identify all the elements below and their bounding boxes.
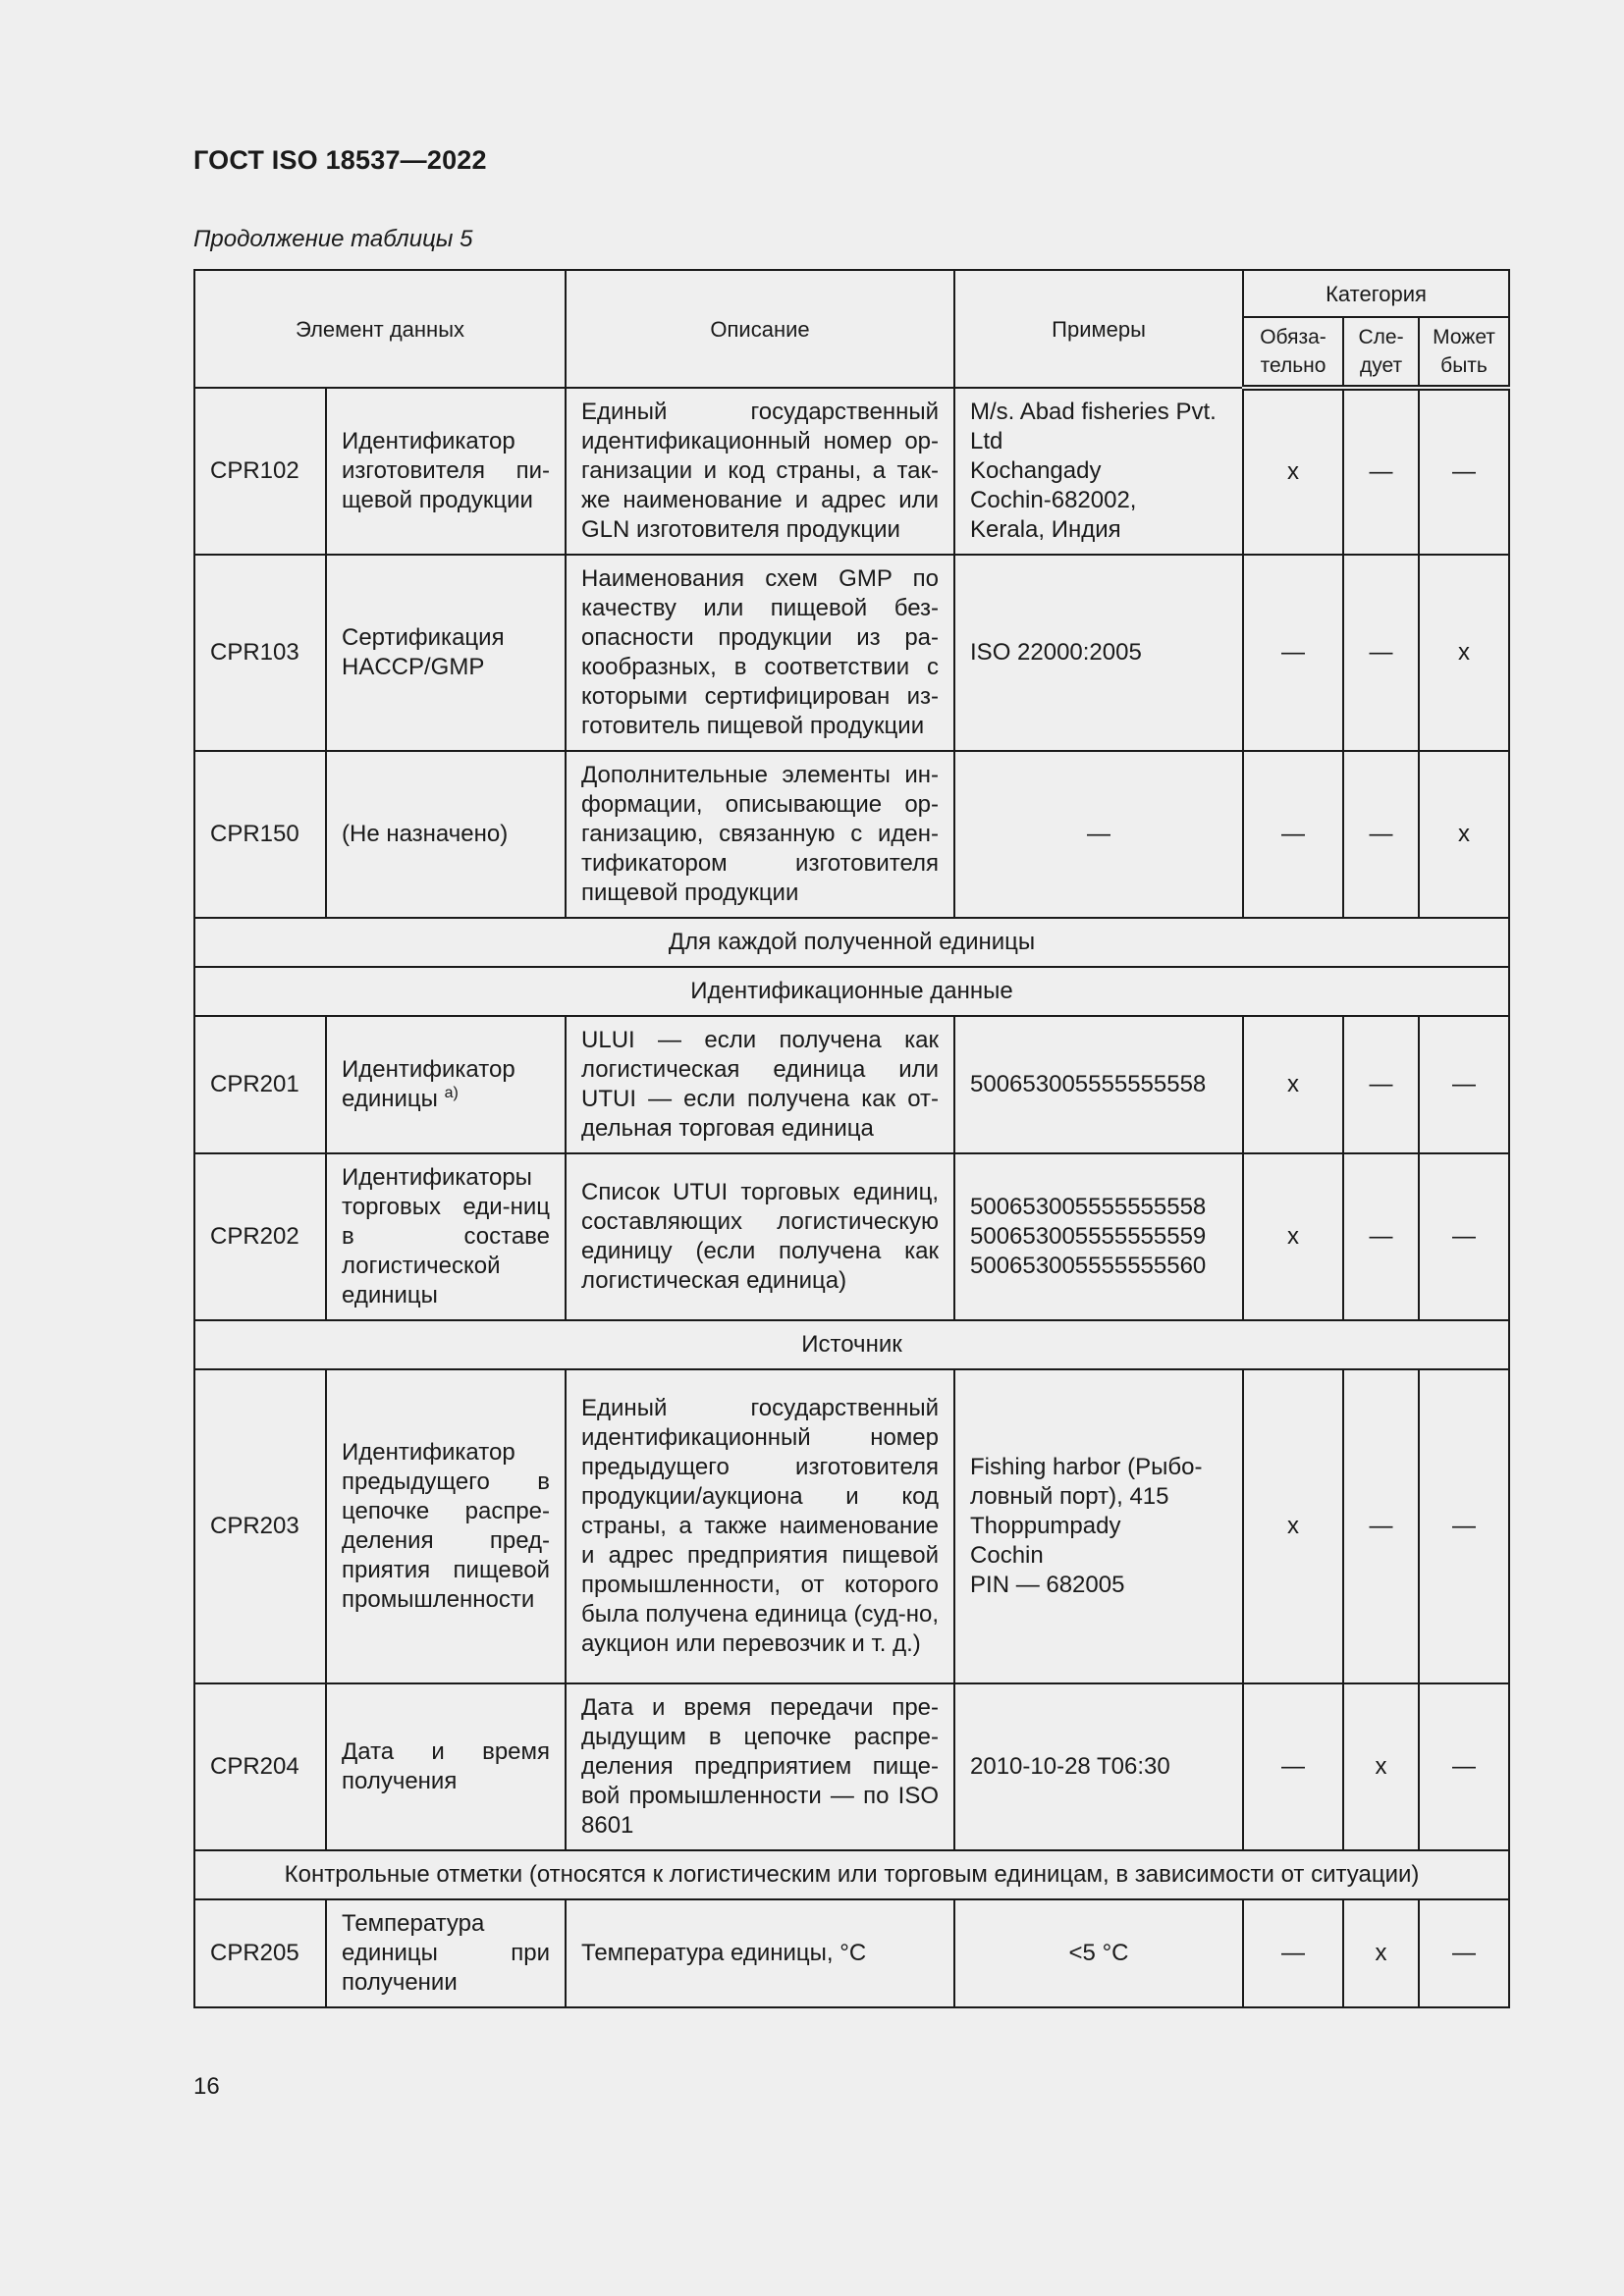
page-number: 16 xyxy=(193,2073,220,2100)
table-row xyxy=(194,1899,1509,2007)
row-may: — xyxy=(1419,1899,1509,2007)
table-row xyxy=(194,555,1509,751)
example-line: 500653005555555558 xyxy=(970,1194,1207,1220)
example-line: 500653005555555560 xyxy=(970,1253,1207,1279)
row-examples xyxy=(954,751,1243,918)
row-code: CPR201 xyxy=(194,1016,326,1153)
row-code: CPR102 xyxy=(194,388,326,555)
row-mandatory: x xyxy=(1243,1369,1343,1683)
row-description: Единый государственный идентификационный номер ор-ганизации и код страны, а так-же наименование и адрес или GLN изготовителя продукции xyxy=(566,388,954,555)
row-element-name: (Не назначено) xyxy=(326,751,566,918)
section-each-unit: Для каждой полученной единицы xyxy=(194,918,1509,967)
row-mandatory: — xyxy=(1243,751,1343,918)
header-may: Может быть xyxy=(1419,317,1509,388)
row-examples xyxy=(954,1683,1243,1850)
row-should: — xyxy=(1343,1153,1419,1320)
table-row xyxy=(194,1153,1509,1320)
row-element-name xyxy=(326,1016,566,1153)
row-should: x xyxy=(1343,1899,1419,2007)
header-description: Описание xyxy=(566,270,954,388)
header-category: Категория xyxy=(1243,270,1509,317)
section-row xyxy=(194,1320,1509,1369)
row-code: CPR103 xyxy=(194,555,326,751)
example-line: Kerala, Индия xyxy=(970,516,1121,543)
section-source: Источник xyxy=(194,1320,1509,1369)
row-element-name: Идентификатор предыдущего в цепочке распре-деления пред-приятия пищевой промышленности xyxy=(326,1369,566,1683)
row-examples xyxy=(954,1016,1243,1153)
section-row xyxy=(194,918,1509,967)
row-may: x xyxy=(1419,751,1509,918)
row-examples xyxy=(954,1369,1243,1683)
row-should: — xyxy=(1343,388,1419,555)
section-control: Контрольные отметки (относятся к логистическим или торговым единицам, в зависимости от ситуации) xyxy=(194,1850,1509,1899)
row-code: CPR203 xyxy=(194,1369,326,1683)
example-line: ISO 22000:2005 xyxy=(970,639,1142,666)
row-description: ULUI — если получена как логистическая единица или UTUI — если получена как от-дельная торговая единица xyxy=(566,1016,954,1153)
example-line: Cochin xyxy=(970,1542,1044,1569)
row-description: Единый государственный идентификационный номер предыдущего изготовителя продукции/аукциона и код страны, а также наименование и адрес предприятия пищевой промышленности, от которого была получена единица (суд-но, аукцион или перевозчик и т. д.) xyxy=(566,1369,954,1683)
example-line: Kochangady xyxy=(970,457,1102,484)
section-identification: Идентификационные данные xyxy=(194,967,1509,1016)
row-mandatory: x xyxy=(1243,1153,1343,1320)
row-code: CPR202 xyxy=(194,1153,326,1320)
row-code: CPR150 xyxy=(194,751,326,918)
table-row xyxy=(194,1016,1509,1153)
row-code: CPR205 xyxy=(194,1899,326,2007)
example-line: 500653005555555559 xyxy=(970,1223,1207,1250)
table-row xyxy=(194,388,1509,555)
row-may: — xyxy=(1419,1016,1509,1153)
row-description: Наименования схем GMP по качеству или пищевой без-опасности продукции из ра-кообразных, в соответствии с которыми сертифицирован из-готовитель пищевой продукции xyxy=(566,555,954,751)
row-may: — xyxy=(1419,1369,1509,1683)
row-may: — xyxy=(1419,1683,1509,1850)
row-mandatory: — xyxy=(1243,555,1343,751)
header-should: Сле- дует xyxy=(1343,317,1419,388)
row-description: Список UTUI торговых единиц, составляющих логистическую единицу (если получена как логистическая единица) xyxy=(566,1153,954,1320)
example-line: — xyxy=(1087,821,1111,847)
header-examples: Примеры xyxy=(954,270,1243,388)
row-may: x xyxy=(1419,555,1509,751)
example-line: ловный порт), 415 xyxy=(970,1483,1169,1510)
row-should: — xyxy=(1343,1016,1419,1153)
example-line: <5 °C xyxy=(1068,1940,1129,1966)
row-description: Дополнительные элементы ин-формации, описывающие ор-ганизацию, связанную с иден-тификатором изготовителя пищевой продукции xyxy=(566,751,954,918)
row-mandatory: x xyxy=(1243,1016,1343,1153)
row-element-name: Дата и время получения xyxy=(326,1683,566,1850)
row-mandatory: — xyxy=(1243,1683,1343,1850)
row-examples xyxy=(954,555,1243,751)
row-should: — xyxy=(1343,751,1419,918)
row-may: — xyxy=(1419,1153,1509,1320)
row-examples xyxy=(954,1899,1243,2007)
table-row xyxy=(194,751,1509,918)
section-row xyxy=(194,967,1509,1016)
example-line: 2010-10-28 T06:30 xyxy=(970,1753,1170,1780)
row-element-name: Температура единицы при получении xyxy=(326,1899,566,2007)
row-should: — xyxy=(1343,1369,1419,1683)
data-table xyxy=(193,269,1510,2008)
row-examples xyxy=(954,388,1243,555)
row-description: Дата и время передачи пре-дыдущим в цепочке распре-деления предприятием пище-вой промышленности — по ISO 8601 xyxy=(566,1683,954,1850)
example-line: Ltd xyxy=(970,428,1003,454)
row-element-name: Сертификация HACCP/GMP xyxy=(326,555,566,751)
footnote-marker: а) xyxy=(444,1085,459,1101)
row-examples xyxy=(954,1153,1243,1320)
example-line: Cochin-682002, xyxy=(970,487,1137,513)
row-element-name: Идентификатор изготовителя пи-щевой продукции xyxy=(326,388,566,555)
example-line: M/s. Abad fisheries Pvt. xyxy=(970,399,1217,425)
example-line: PIN — 682005 xyxy=(970,1572,1125,1598)
header-mandatory: Обяза- тельно xyxy=(1243,317,1343,388)
row-code: CPR204 xyxy=(194,1683,326,1850)
row-description: Температура единицы, °C xyxy=(566,1899,954,2007)
row-element-name: Идентификаторы торговых еди-ниц в составе логистической единицы xyxy=(326,1153,566,1320)
table-row xyxy=(194,1369,1509,1683)
section-row xyxy=(194,1850,1509,1899)
row-element-name-text: Идентификатор единицы xyxy=(342,1056,515,1112)
example-line: Thoppumpady xyxy=(970,1513,1121,1539)
header-element: Элемент данных xyxy=(194,270,566,388)
row-should: — xyxy=(1343,555,1419,751)
row-mandatory: — xyxy=(1243,1899,1343,2007)
document-title: ГОСТ ISO 18537—2022 xyxy=(193,145,487,175)
row-may: — xyxy=(1419,388,1509,555)
example-line: Fishing harbor (Рыбо- xyxy=(970,1454,1203,1480)
row-mandatory: x xyxy=(1243,388,1343,555)
table-caption: Продолжение таблицы 5 xyxy=(193,226,473,252)
table-row xyxy=(194,1683,1509,1850)
row-should: x xyxy=(1343,1683,1419,1850)
example-line: 500653005555555558 xyxy=(970,1071,1207,1097)
